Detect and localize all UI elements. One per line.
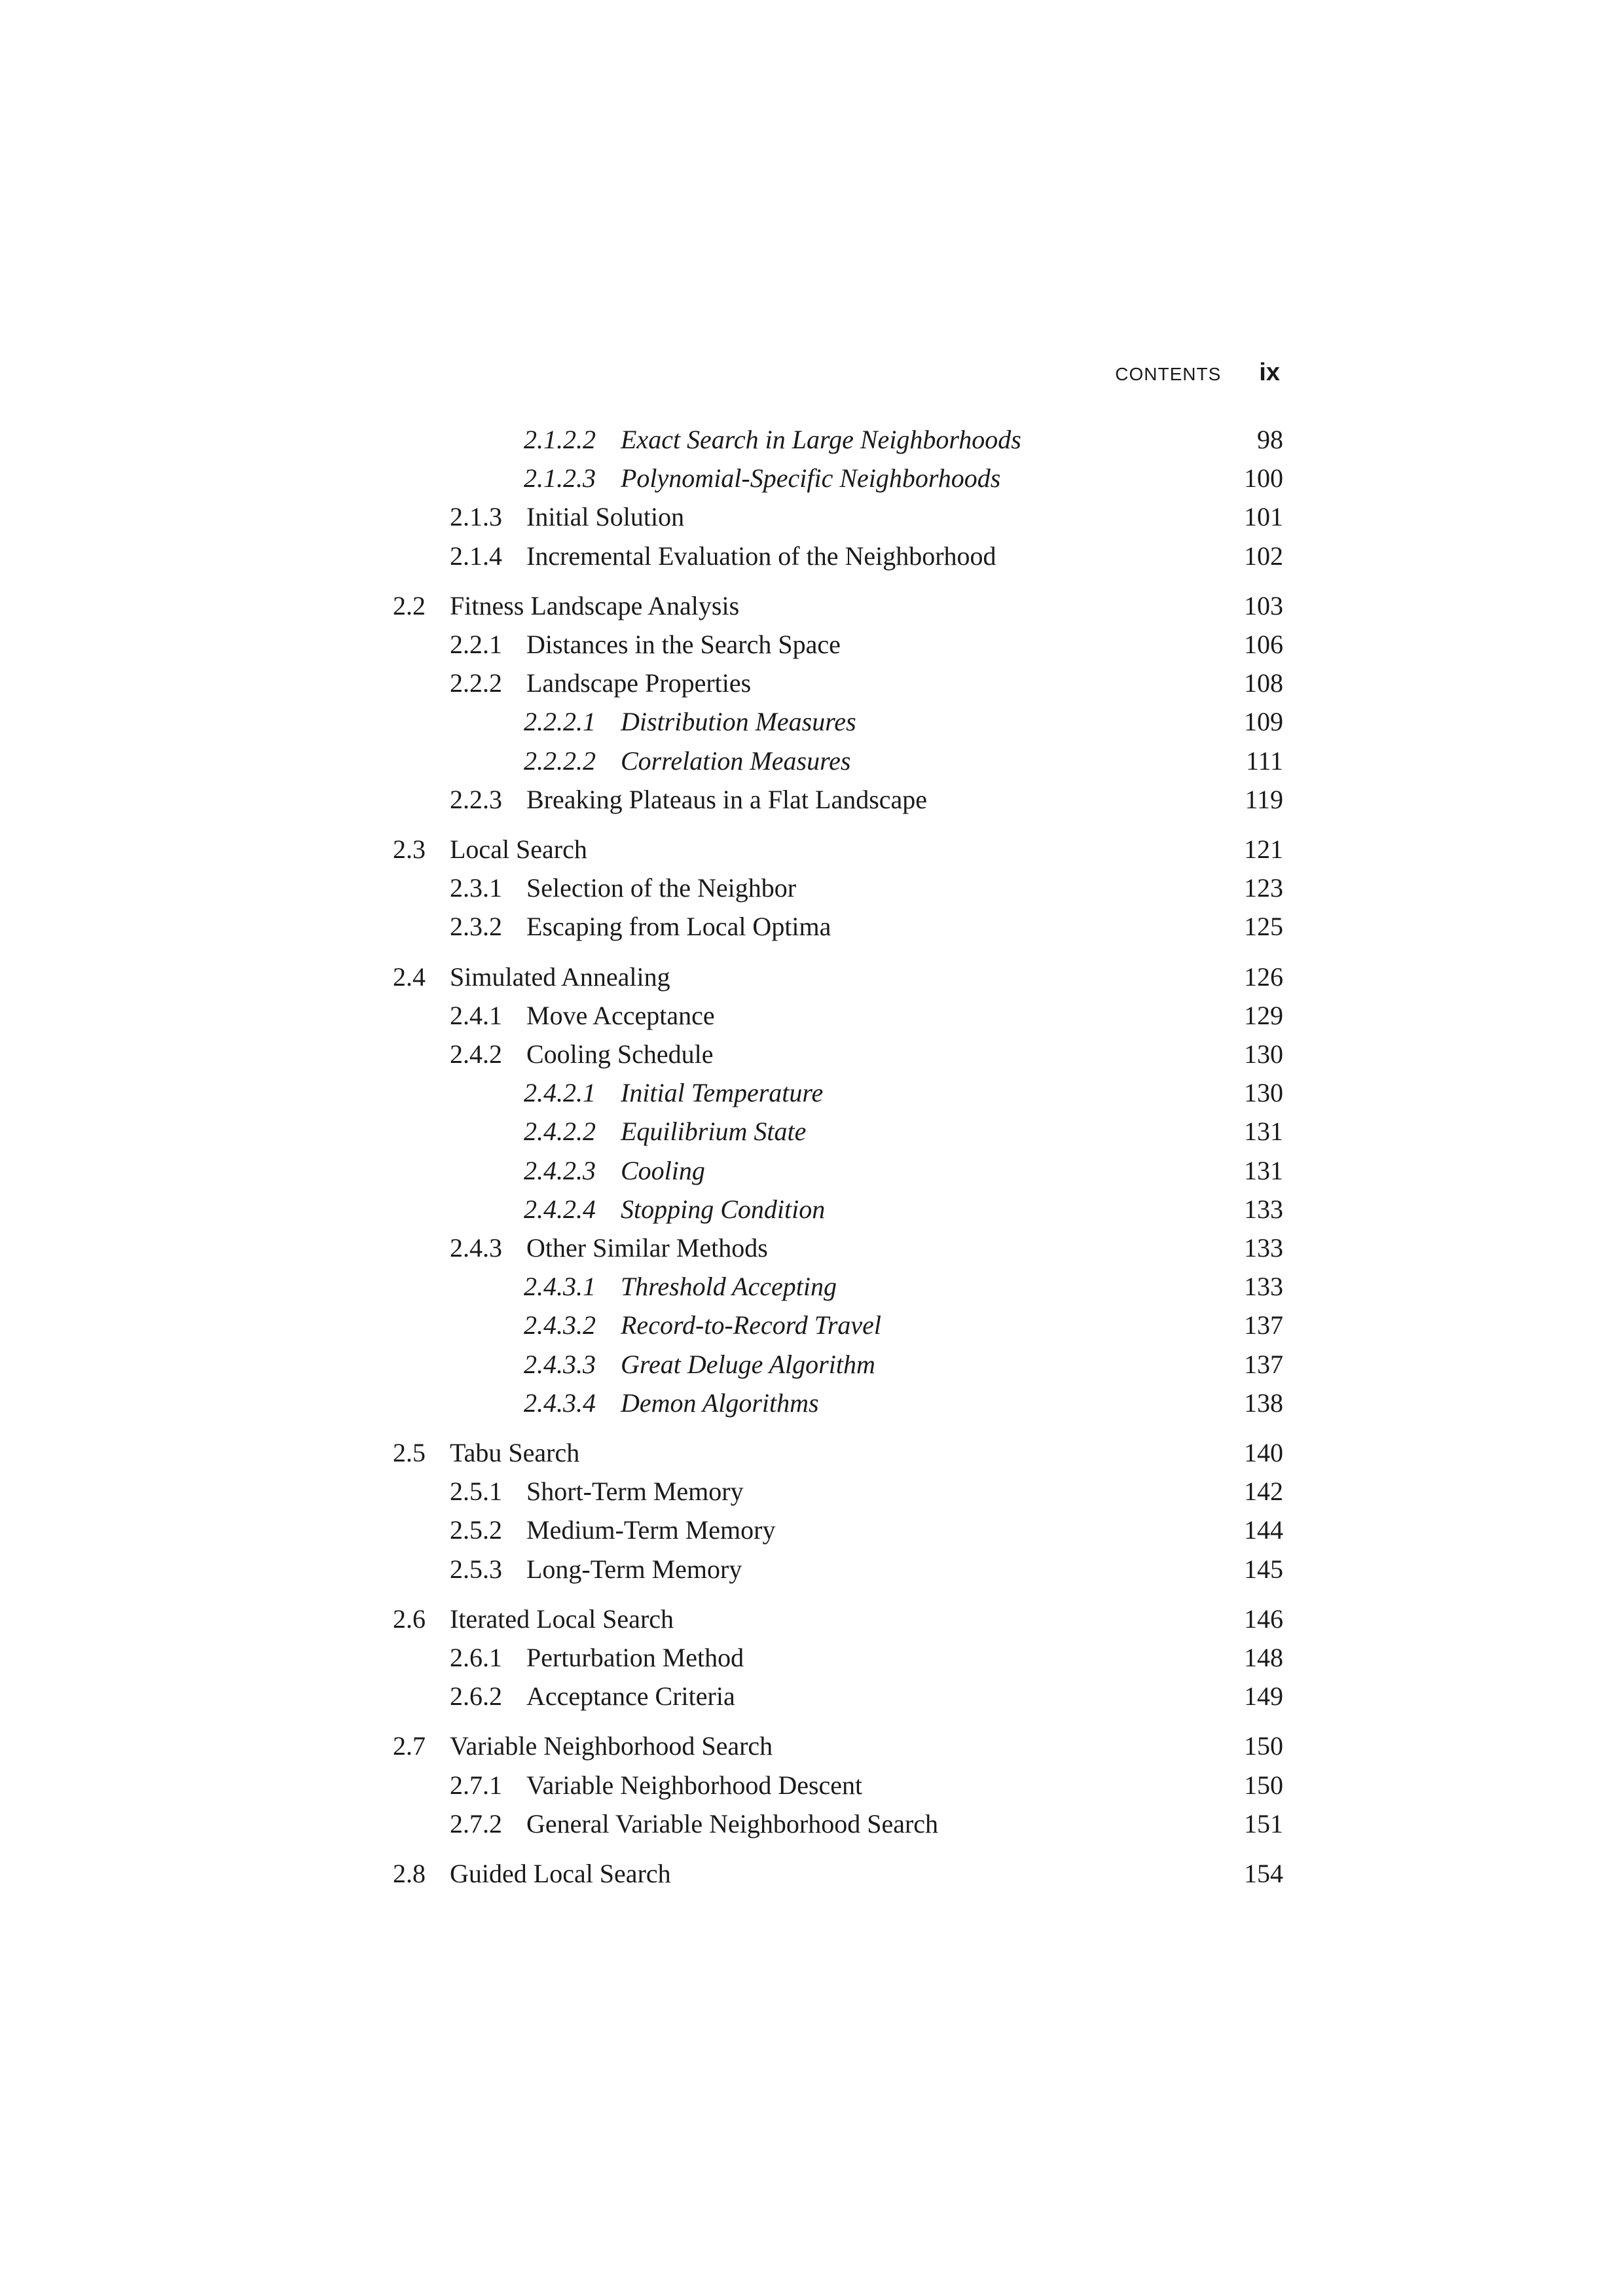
toc-entry[interactable] [0, 908, 1623, 946]
toc-entry[interactable] [0, 1306, 1623, 1344]
toc-entry-page: 98 [1257, 425, 1283, 454]
toc-entry[interactable] [0, 1600, 1623, 1638]
toc-entry-page: 133 [1244, 1272, 1283, 1302]
toc-entry-number: 2.4 [393, 961, 426, 992]
toc-entry-number: 2.4.2 [450, 1039, 502, 1069]
toc-entry[interactable] [0, 421, 1623, 459]
toc-entry[interactable] [0, 587, 1623, 625]
toc-entry-number: 2.6.2 [450, 1681, 502, 1712]
toc-entry-title: Initial Solution [526, 502, 685, 532]
toc-entry-page: 100 [1244, 463, 1283, 493]
toc-entry-page: 131 [1244, 1155, 1283, 1185]
toc-entry-title: Cooling [621, 1155, 705, 1185]
toc-entry-page: 103 [1244, 590, 1283, 620]
toc-entry-page: 108 [1244, 668, 1283, 698]
toc-entry-title: Breaking Plateaus in a Flat Landscape [526, 784, 928, 814]
toc-entry-title: Distribution Measures [621, 707, 856, 737]
toc-entry[interactable] [0, 1229, 1623, 1267]
toc-entry[interactable] [0, 781, 1623, 819]
toc-entry-title: Simulated Annealing [450, 961, 670, 992]
toc-entry-title: Stopping Condition [621, 1194, 826, 1224]
toc-entry-number: 2.5.2 [450, 1515, 502, 1545]
toc-entry-title: Exact Search in Large Neighborhoods [621, 425, 1021, 454]
toc-entry-page: 106 [1244, 630, 1283, 659]
toc-entry-number: 2.8 [393, 1859, 426, 1888]
toc-entry-number: 2.6.1 [450, 1643, 502, 1672]
toc-entry-number: 2.3.2 [450, 912, 502, 942]
page-number: ix [1259, 359, 1280, 386]
toc-entry-title: Move Acceptance [526, 1000, 715, 1030]
toc-entry[interactable] [0, 1727, 1623, 1765]
toc-entry[interactable] [0, 1767, 1623, 1804]
toc-entry-page: 121 [1244, 834, 1283, 864]
toc-entry-page: 150 [1244, 1770, 1283, 1800]
toc-entry-title: Perturbation Method [526, 1643, 744, 1672]
toc-entry[interactable] [0, 831, 1623, 869]
toc-entry-page: 109 [1244, 707, 1283, 737]
toc-entry-page: 144 [1244, 1515, 1283, 1545]
toc-entry[interactable] [0, 664, 1623, 702]
toc-entry-number: 2.3.1 [450, 873, 502, 903]
toc-entry[interactable] [0, 958, 1623, 996]
toc-entry-page: 126 [1244, 961, 1283, 992]
toc-entry-title: Medium-Term Memory [526, 1515, 776, 1545]
toc-entry-title: Iterated Local Search [450, 1604, 674, 1634]
toc-entry[interactable] [0, 498, 1623, 536]
toc-entry[interactable] [0, 1855, 1623, 1893]
toc-entry-number: 2.4.3.2 [524, 1310, 596, 1340]
toc-entry-page: 119 [1245, 784, 1283, 814]
toc-entry-title: Variable Neighborhood Search [450, 1731, 773, 1761]
toc-entry-title: Demon Algorithms [621, 1388, 819, 1418]
toc-entry-number: 2.4.3.1 [524, 1272, 596, 1302]
toc-entry-number: 2.2.1 [450, 630, 502, 659]
toc-entry-title: Record-to-Record Travel [621, 1310, 882, 1340]
toc-entry-title: Other Similar Methods [526, 1233, 768, 1263]
toc-entry[interactable] [0, 537, 1623, 575]
toc-entry-number: 2.2.3 [450, 784, 502, 814]
toc-entry-number: 2.7.2 [450, 1808, 502, 1839]
toc-entry-page: 151 [1244, 1808, 1283, 1839]
toc-entry-title: Variable Neighborhood Descent [526, 1770, 863, 1800]
toc-entry-number: 2.2.2.1 [524, 707, 596, 737]
toc-entry[interactable] [0, 1551, 1623, 1588]
toc-entry-title: Escaping from Local Optima [526, 912, 831, 942]
toc-entry[interactable] [0, 1473, 1623, 1511]
toc-entry-page: 131 [1244, 1117, 1283, 1147]
toc-entry[interactable] [0, 1191, 1623, 1229]
toc-entry[interactable] [0, 1113, 1623, 1151]
toc-entry-page: 130 [1244, 1078, 1283, 1108]
toc-entry-page: 148 [1244, 1643, 1283, 1672]
toc-entry[interactable] [0, 1346, 1623, 1384]
toc-entry[interactable] [0, 459, 1623, 497]
toc-entry-title: General Variable Neighborhood Search [526, 1808, 939, 1839]
toc-entry-number: 2.2 [393, 590, 426, 620]
running-head-label: CONTENTS [1115, 364, 1222, 384]
toc-entry-title: Guided Local Search [450, 1859, 671, 1888]
toc-entry-page: 146 [1244, 1604, 1283, 1634]
toc-entry-title: Acceptance Criteria [526, 1681, 735, 1712]
toc-entry-page: 137 [1244, 1310, 1283, 1340]
toc-entry-title: Fitness Landscape Analysis [450, 590, 740, 620]
toc-entry-title: Distances in the Search Space [526, 630, 841, 659]
toc-entry-page: 149 [1244, 1681, 1283, 1712]
toc-entry-number: 2.1.4 [450, 541, 502, 571]
toc-entry-title: Landscape Properties [526, 668, 752, 698]
toc-entry-page: 130 [1244, 1039, 1283, 1069]
toc-entry-number: 2.4.3.4 [524, 1388, 596, 1418]
toc-entry-title: Equilibrium State [621, 1117, 807, 1147]
toc-entry-number: 2.4.2.4 [524, 1194, 596, 1224]
toc-entry-page: 111 [1245, 745, 1283, 776]
toc-entry[interactable] [0, 742, 1623, 780]
toc-entry-title: Incremental Evaluation of the Neighborhood [526, 541, 996, 571]
toc-entry-number: 2.3 [393, 834, 426, 864]
toc-entry[interactable] [0, 1677, 1623, 1715]
toc-entry-page: 133 [1244, 1194, 1283, 1224]
toc-entry[interactable] [0, 626, 1623, 664]
toc-entry-number: 2.2.2 [450, 668, 502, 698]
toc-entry-number: 2.5.3 [450, 1554, 502, 1584]
toc-entry-number: 2.4.3 [450, 1233, 502, 1263]
toc-entry-title: Threshold Accepting [621, 1272, 837, 1302]
toc-entry-page: 137 [1244, 1349, 1283, 1379]
toc-entry[interactable] [0, 1805, 1623, 1843]
toc-entry-number: 2.4.2.3 [524, 1155, 596, 1185]
toc-entry-title: Local Search [450, 834, 587, 864]
toc-entry-title: Polynomial-Specific Neighborhoods [621, 463, 1001, 493]
toc-entry-number: 2.6 [393, 1604, 426, 1634]
toc-entry-number: 2.7.1 [450, 1770, 502, 1800]
toc-entry[interactable] [0, 1035, 1623, 1073]
toc-entry-page: 125 [1244, 912, 1283, 942]
toc-entry-title: Selection of the Neighbor [526, 873, 797, 903]
toc-entry-title: Initial Temperature [621, 1078, 824, 1108]
toc-entry-number: 2.4.2.1 [524, 1078, 596, 1108]
toc-entry-number: 2.1.2.2 [524, 425, 596, 454]
toc-entry-page: 154 [1244, 1859, 1283, 1888]
toc-entry[interactable] [0, 997, 1623, 1035]
toc-entry-number: 2.4.1 [450, 1000, 502, 1030]
toc-entry-number: 2.5.1 [450, 1477, 502, 1507]
toc-entry[interactable] [0, 869, 1623, 907]
toc-entry-title: Tabu Search [450, 1438, 580, 1467]
toc-entry-title: Great Deluge Algorithm [621, 1349, 875, 1379]
toc-entry-title: Cooling Schedule [526, 1039, 714, 1069]
toc-entry[interactable] [0, 703, 1623, 741]
toc-entry-title: Correlation Measures [621, 745, 851, 776]
toc-entry-page: 102 [1244, 541, 1283, 571]
toc-entry-page: 123 [1244, 873, 1283, 903]
toc-entry-page: 150 [1244, 1731, 1283, 1761]
toc-entry-page: 101 [1244, 502, 1283, 532]
toc-entry[interactable] [0, 1074, 1623, 1112]
toc-entry[interactable] [0, 1434, 1623, 1472]
toc-entry-title: Long-Term Memory [526, 1554, 742, 1584]
toc-entry[interactable] [0, 1268, 1623, 1306]
toc-entry-page: 133 [1244, 1233, 1283, 1263]
toc-entry-page: 145 [1244, 1554, 1283, 1584]
toc-entry[interactable] [0, 1384, 1623, 1422]
toc-entry-number: 2.4.3.3 [524, 1349, 596, 1379]
toc-entry-page: 138 [1244, 1388, 1283, 1418]
toc-entry-number: 2.7 [393, 1731, 426, 1761]
toc-entry-number: 2.4.2.2 [524, 1117, 596, 1147]
toc-entry[interactable] [0, 1639, 1623, 1677]
toc-entry-number: 2.1.3 [450, 502, 502, 532]
toc-entry-number: 2.2.2.2 [524, 745, 596, 776]
toc-entry-title: Short-Term Memory [526, 1477, 744, 1507]
toc-entry[interactable] [0, 1152, 1623, 1190]
toc-entry-page: 142 [1244, 1477, 1283, 1507]
toc-entry-number: 2.1.2.3 [524, 463, 596, 493]
toc-entry-number: 2.5 [393, 1438, 426, 1467]
toc-entry[interactable] [0, 1511, 1623, 1549]
toc-entry-page: 129 [1244, 1000, 1283, 1030]
toc-entry-page: 140 [1244, 1438, 1283, 1467]
